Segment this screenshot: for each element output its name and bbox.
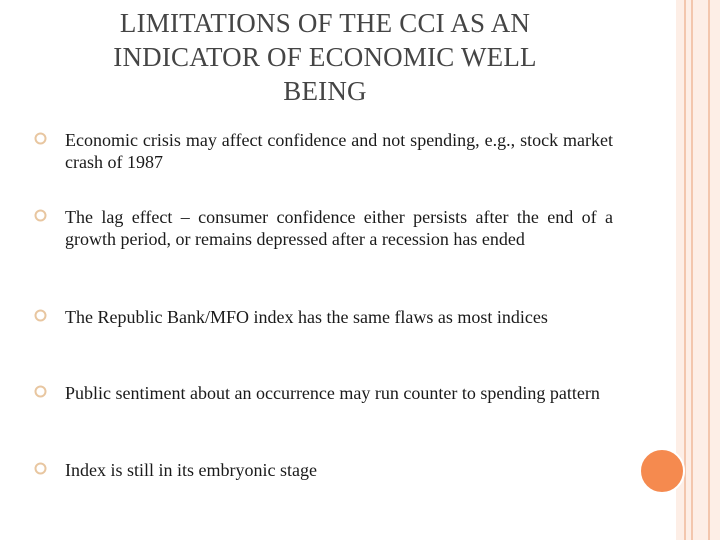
bullet-ring-icon (34, 462, 47, 475)
bullet-text: Index is still in its embryonic stage (65, 460, 317, 480)
slide-title (40, 6, 610, 108)
bullet-text: The lag effect – consumer confidence either persists after the end of a growth period, or remains depressed after a recession has ended (65, 207, 613, 249)
bullet-ring-icon (34, 385, 47, 398)
bullet-ring-icon (34, 309, 47, 322)
title-line: INDICATOR OF ECONOMIC WELL (113, 42, 537, 72)
frame-line (684, 0, 686, 540)
bullet-text: The Republic Bank/MFO index has the same flaws as most indices (65, 307, 548, 327)
frame-line (691, 0, 693, 540)
orange-circle-icon (639, 448, 685, 494)
bullet-ring-icon (34, 132, 47, 145)
right-frame-band (676, 0, 720, 540)
title-line: LIMITATIONS OF THE CCI AS AN (119, 8, 531, 38)
title-line: BEING (283, 76, 367, 106)
bullet-text: Public sentiment about an occurrence may run counter to spending pattern (65, 383, 600, 403)
bullet-ring-icon (34, 209, 47, 222)
frame-line (708, 0, 710, 540)
bullet-text: Economic crisis may affect confidence and not spending, e.g., stock market crash of 1987 (65, 130, 613, 172)
